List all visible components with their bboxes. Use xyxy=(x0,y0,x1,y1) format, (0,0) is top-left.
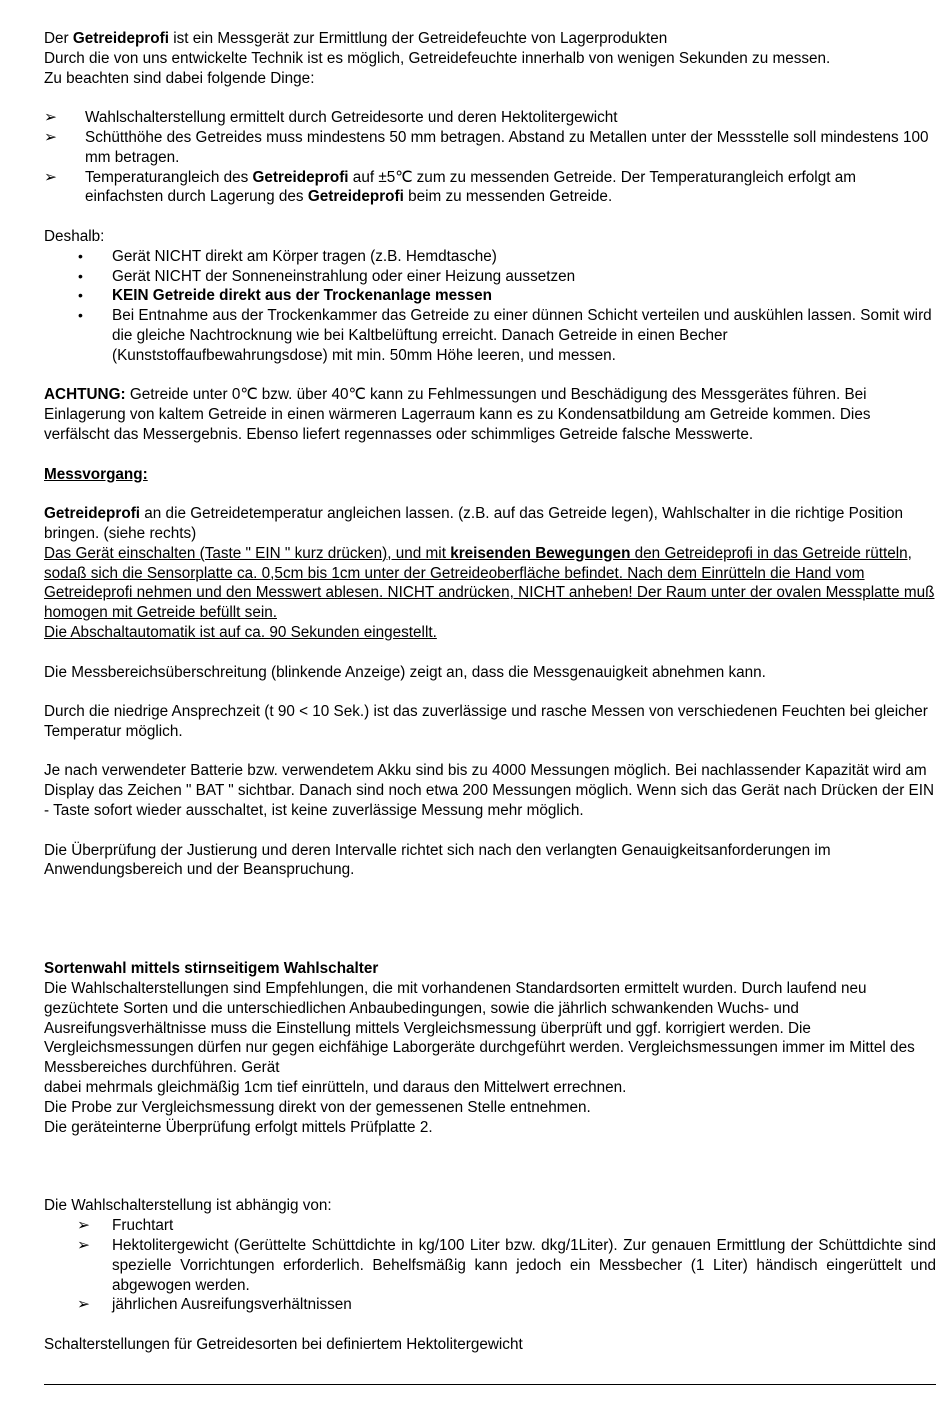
paragraph: Die Wahlschalterstellungen sind Empfehlungen, die mit vorhandenen Standardsorten ermittelt wurden. Durch laufend neu gezüchtete Sorten und die unterschiedlichen Anbaubedingungen, sowie die jährlich schwankenden Wuchs- und Ausreifungsverhältnisse muss die Einstellung mittels Vergleichsmessung überprüft und ggf. korrigiert werden. Die Vergleichsmessungen dürfen nur gegen eichfähige Laborgeräte durchgeführt werden. Vergleichsmessungen immer im Mittel des Messbereiches durchführen. Gerät xyxy=(44,980,915,1077)
notes-list xyxy=(44,108,936,207)
list-item-text: jährlichen Ausreifungsverhältnissen xyxy=(112,1296,352,1314)
paragraph xyxy=(44,504,936,544)
list-item xyxy=(44,108,936,128)
paragraph: Die Messbereichsüberschreitung (blinkende Anzeige) zeigt an, dass die Messgenauigkeit abnehmen kann. xyxy=(44,663,766,681)
intro-text: Der xyxy=(44,30,73,47)
list-item xyxy=(74,267,936,287)
achtung-label: ACHTUNG: xyxy=(44,386,126,404)
intro-line-3: Zu beachten sind dabei folgende Dinge: xyxy=(44,69,315,87)
paragraph: Die geräteinterne Überprüfung erfolgt mittels Prüfplatte 2. xyxy=(44,1118,433,1136)
list-item-text: Gerät NICHT direkt am Körper tragen (z.B. Hemdtasche) xyxy=(112,247,497,265)
list-item-text: Schütthöhe des Getreides muss mindestens 50 mm betragen. Abstand zu Metallen unter der Messstelle soll mindestens 100 mm betragen. xyxy=(85,128,929,166)
paragraph xyxy=(44,544,936,623)
emphasis-text: kreisenden Bewegungen xyxy=(450,544,631,562)
paragraph: Je nach verwendeter Batterie bzw. verwendetem Akku sind bis zu 4000 Messungen möglich. Bei nachlassender Kapazität wird am Display das Zeichen " BAT " sichtbar. Danach sind noch etwa 200 Messungen möglich. Wenn sich das Gerät nach Drücken der EIN - Taste sofort wieder ausschaltet, ist keine zuverlässige Messung mehr möglich. xyxy=(44,762,935,820)
achtung-text: Getreide unter 0℃ bzw. über 40℃ kann zu Fehlmessungen und Beschädigung des Messgerätes führen. Bei Einlagerung von kaltem Getreide in einen wärmeren Lagerraum kann es zu Kondensatbildung am Getreide kommen. Dies verfälscht das Messergebnis. Ebenso liefert regennasses oder schimmliges Getreide falsche Messwerte. xyxy=(44,386,871,443)
horizontal-rule xyxy=(44,1384,936,1385)
arrow-bullet-icon: ➢ xyxy=(44,168,57,186)
list-item xyxy=(44,168,936,208)
list-item xyxy=(44,128,936,168)
paragraph: Die Überprüfung der Justierung und deren Intervalle richtet sich nach den verlangten Genauigkeitsanforderungen im Anwendungsbereich und der Beanspruchung. xyxy=(44,841,831,879)
paragraph-text: an die Getreidetemperatur angleichen lassen. (z.B. auf das Getreide legen), Wahlschalter in die richtige Position bringen. (siehe rechts) xyxy=(44,505,904,542)
paragraph: dabei mehrmals gleichmäßig 1cm tief einrütteln, und daraus den Mittelwert errechnen. xyxy=(44,1079,627,1097)
paragraph-text: Das Gerät einschalten (Taste " EIN " kurz drücken), und mit xyxy=(44,544,451,562)
list-item-text: Hektolitergewicht (Gerüttelte Schüttdichte in kg/100 Liter bzw. dkg/1Liter). Zur genauen Ermittlung der Schüttdichte sind spezielle Vorrichtungen erforderlich. Behelfsmäßig kann jedoch ein Messbecher (1 Liter) händisch eingerüttelt und abgewogen werden. xyxy=(112,1237,936,1294)
sortenwahl-heading xyxy=(44,959,936,979)
list-item-text: Temperaturangleich des xyxy=(85,168,253,186)
list-item xyxy=(74,286,936,306)
intro-line-1 xyxy=(44,29,936,49)
list-item-text: beim zu messenden Getreide. xyxy=(403,188,613,206)
paragraph: Die Probe zur Vergleichsmessung direkt von der gemessenen Stelle entnehmen. xyxy=(44,1098,591,1116)
abhaengig-list xyxy=(44,1216,936,1315)
deshalb-list xyxy=(44,247,936,366)
list-item-text: Gerät NICHT der Sonneneinstrahlung oder einer Heizung aussetzen xyxy=(112,267,576,285)
list-item xyxy=(77,1236,936,1295)
document-page xyxy=(44,29,936,1355)
list-item-text: KEIN Getreide direkt aus der Trockenanlage messen xyxy=(112,287,493,305)
product-name: Getreideprofi xyxy=(72,30,169,47)
heading-text: Sortenwahl mittels stirnseitigem Wahlschalter xyxy=(44,960,379,978)
arrow-bullet-icon: ➢ xyxy=(44,128,57,146)
arrow-bullet-icon: ➢ xyxy=(77,1296,90,1314)
list-item xyxy=(77,1295,936,1315)
list-item-text: Fruchtart xyxy=(112,1217,174,1235)
messvorgang-heading: Messvorgang: xyxy=(44,465,148,483)
list-item xyxy=(77,1216,936,1236)
bullet-icon: • xyxy=(78,267,83,284)
bullet-icon: • xyxy=(78,307,83,324)
list-item xyxy=(74,247,936,267)
intro-line-2: Durch die von uns entwickelte Technik ist es möglich, Getreidefeuchte innerhalb von wenigen Sekunden zu messen. xyxy=(44,49,831,67)
arrow-bullet-icon: ➢ xyxy=(77,1217,90,1235)
paragraph-text: den Getreideprofi in das Getreide rütteln, sodaß sich die Sensorplatte ca. 0,5cm bis 1cm unter der Getreideoberfläche befindet. Nach dem Einrütteln die Hand vom Getreideprofi nehmen und den Messwert ablesen. NICHT andrücken, NICHT anheben! Der Raum unter der ovalen Messplatte muß homogen mit Getreide befüllt sein. xyxy=(44,544,935,622)
arrow-bullet-icon: ➢ xyxy=(77,1237,90,1255)
table-caption: Schalterstellungen für Getreidesorten bei definiertem Hektolitergewicht xyxy=(44,1336,523,1354)
paragraph: Die Abschaltautomatik ist auf ca. 90 Sekunden eingestellt. xyxy=(44,623,437,641)
product-name: Getreideprofi xyxy=(44,505,141,523)
list-item-text: auf ±5℃ zum zu messenden Getreide. Der Temperaturangleich erfolgt am einfachsten durch Lagerung des xyxy=(85,168,856,206)
arrow-bullet-icon: ➢ xyxy=(44,109,57,127)
intro-text: ist ein Messgerät zur Ermittlung der Getreidefeuchte von Lagerprodukten xyxy=(168,30,668,47)
bullet-icon: • xyxy=(78,247,83,264)
list-item-text: Bei Entnahme aus der Trockenkammer das Getreide zu einer dünnen Schicht verteilen und auskühlen lassen. Somit wird die gleiche Nachtrocknung wie bei Kaltbelüftung erreicht. Danach Getreide in einen Becher (Kunststoffaufbewahrungsdose) mit min. 50mm Höhe leeren, und messen. xyxy=(112,307,932,364)
abhaengig-label: Die Wahlschalterstellung ist abhängig von: xyxy=(44,1197,332,1215)
paragraph: Durch die niedrige Ansprechzeit (t 90 < 10 Sek.) ist das zuverlässige und rasche Messen von verschiedenen Feuchten bei gleicher Temperatur möglich. xyxy=(44,703,928,740)
deshalb-label: Deshalb: xyxy=(44,227,105,245)
achtung-paragraph xyxy=(44,385,936,444)
list-item xyxy=(74,306,936,365)
bullet-icon: • xyxy=(78,287,83,304)
product-name: Getreideprofi xyxy=(307,188,404,206)
list-item-text: Wahlschalterstellung ermittelt durch Getreidesorte und deren Hektolitergewicht xyxy=(85,109,618,127)
product-name: Getreideprofi xyxy=(252,168,349,186)
